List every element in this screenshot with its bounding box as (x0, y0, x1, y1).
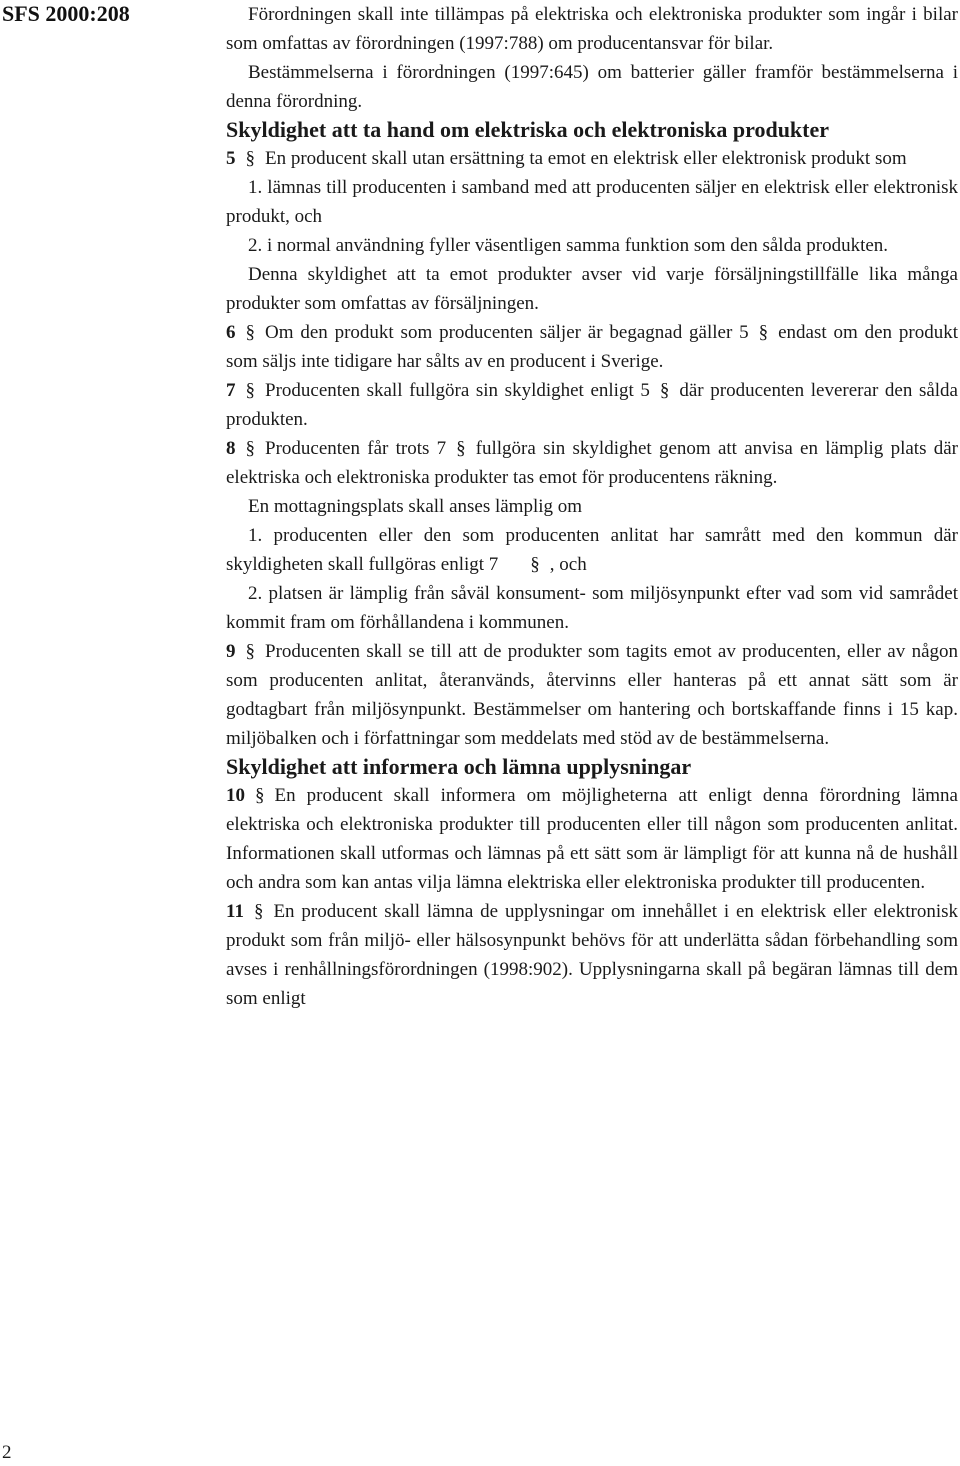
page-number: 2 (2, 1442, 12, 1463)
section-number: 6 (226, 322, 236, 343)
paragraph-text: Producenten skall fullgöra sin skyldighet enligt 5 (265, 380, 650, 401)
section-sign: § (245, 148, 255, 169)
paragraph-6 (226, 318, 958, 376)
section-number: 7 (226, 380, 236, 401)
paragraph-9 (226, 637, 958, 753)
section-number: 11 (226, 901, 244, 922)
list-item-1: 1. lämnas till producenten i samband med att producenten säljer en elektrisk eller elektronisk produkt, och (226, 177, 958, 227)
paragraph-text: där producenten levererar den sålda produkten. (226, 380, 958, 430)
section-number: 8 (226, 438, 236, 459)
list-item-text: 1. producenten eller den som producenten anlitat har samrått med den kommun där skyldigheten skall fullgöras enligt 7 (226, 525, 958, 575)
paragraph-8 (226, 434, 958, 492)
section-sign: § (659, 380, 670, 401)
paragraph-text: endast om den produkt som säljs inte tidigare har sålts av en producent i Sverige. (226, 322, 958, 372)
section-number: 9 (226, 641, 236, 662)
section-sign: § (245, 322, 255, 343)
section-number: 5 (226, 148, 236, 169)
section-sign: § (758, 322, 769, 343)
section-sign: § (253, 901, 264, 922)
paragraph-11 (226, 897, 958, 1013)
paragraph-text: En producent skall lämna de upplysningar om innehållet i en elektrisk eller elektronisk produkt som från miljö- eller hälsosynpunkt behövs för att underlätta sådan förbehandling som avses i renhållningsförordningen (1998:902). Upplysningarna skall på begäran lämnas till dem som enligt (226, 901, 958, 1009)
list-item-2: 2. i normal användning fyller väsentligen samma funktion som den sålda produkten. (248, 235, 889, 256)
document-body (226, 0, 958, 1013)
paragraph-text: Denna skyldighet att ta emot produkter avser vid varje försäljningstillfälle lika många produkter som omfattas av försäljningen. (226, 264, 958, 314)
section-sign: § (255, 785, 265, 806)
paragraph-7 (226, 376, 958, 434)
paragraph-text: En mottagningsplats skall anses lämplig om (248, 496, 583, 517)
section-sign: § (456, 438, 466, 459)
section-sign: § (245, 641, 255, 662)
section-heading-2: Skyldighet att informera och lämna upplysningar (226, 754, 692, 779)
paragraph-5 (226, 144, 958, 173)
list-item-text: , och (549, 554, 587, 575)
paragraph-text: fullgöra sin skyldighet genom att anvisa en lämplig plats där elektriska och elektroniska produkter tas emot för producentens räkning. (226, 438, 958, 488)
section-number: 10 (226, 785, 245, 806)
section-sign: § (245, 380, 255, 401)
paragraph-10 (226, 781, 958, 897)
paragraph-text: Producenten får trots 7 (265, 438, 447, 459)
section-sign: § (530, 554, 540, 575)
section-heading-1: Skyldighet att ta hand om elektriska och elektroniska produkter (226, 117, 830, 142)
paragraph-text: Om den produkt som producenten säljer är begagnad gäller 5 (265, 322, 749, 343)
list-item-1 (226, 521, 958, 579)
section-sign: § (245, 438, 255, 459)
paragraph-text: En producent skall informera om möjligheterna att enligt denna förordning lämna elektriska och elektroniska produkter till producenten eller till någon som producenten anlitat. Informationen skall utformas och lämnas på ett sätt som är lämpligt för att kunna nå de hushåll och andra som kan antas vilja lämna elektriska eller elektroniska produkter till producenten. (226, 785, 958, 893)
paragraph-text: Producenten skall se till att de produkter som tagits emot av producenten, eller av någon som producenten anlitat, återanvänds, återvinns eller hanteras på ett annat sätt som är godtagbart från miljösynpunkt. Bestämmelser om hantering och bortskaffande finns i 15 kap. miljöbalken och i författningar som meddelats med stöd av de bestämmelserna. (226, 641, 958, 749)
paragraph-text: En producent skall utan ersättning ta emot en elektrisk eller elektronisk produkt som (265, 148, 907, 169)
intro-paragraph-1: Förordningen skall inte tillämpas på elektriska och elektroniska produkter som ingår i bilar som omfattas av förordningen (1997:788) om producentansvar för bilar. (226, 4, 958, 54)
list-item-2: 2. platsen är lämplig från såväl konsument- som miljösynpunkt efter vad som vid samrådet kommit fram om förhållandena i kommunen. (226, 583, 958, 633)
sfs-number: SFS 2000:208 (2, 1, 130, 26)
intro-paragraph-2: Bestämmelserna i förordningen (1997:645) om batterier gäller framför bestämmelserna i denna förordning. (226, 62, 958, 112)
